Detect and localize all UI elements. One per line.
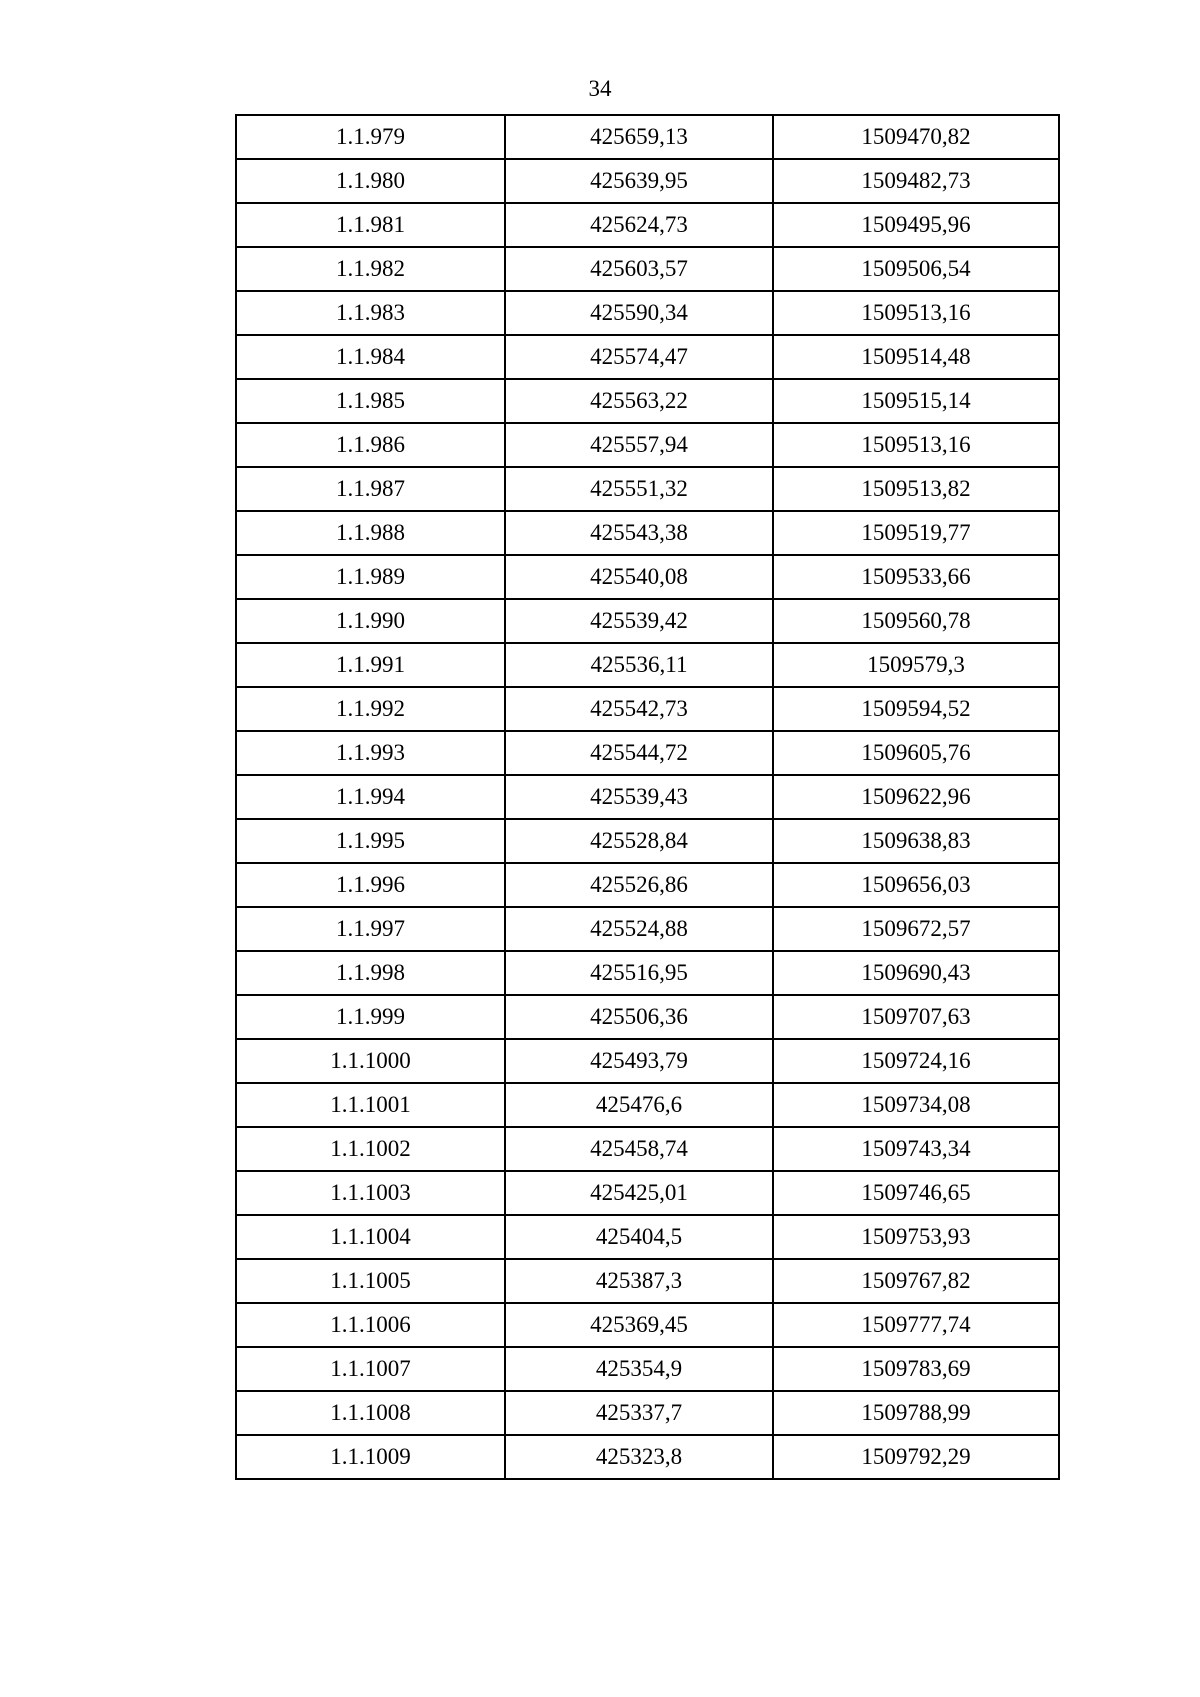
point-id-cell: 1.1.993 [236,731,505,775]
point-id-cell: 1.1.998 [236,951,505,995]
point-id-cell: 1.1.987 [236,467,505,511]
y-coordinate-cell: 1509605,76 [773,731,1059,775]
y-coordinate-cell: 1509743,34 [773,1127,1059,1171]
y-coordinate-cell: 1509470,82 [773,115,1059,159]
table-row [236,379,1059,423]
x-coordinate-cell: 425493,79 [505,1039,773,1083]
table-row [236,1039,1059,1083]
page-number: 34 [588,76,612,101]
table-row [236,511,1059,555]
x-coordinate-cell: 425540,08 [505,555,773,599]
y-coordinate-cell: 1509656,03 [773,863,1059,907]
point-id-cell: 1.1.1000 [236,1039,505,1083]
y-coordinate-cell: 1509672,57 [773,907,1059,951]
x-coordinate-cell: 425425,01 [505,1171,773,1215]
x-coordinate-cell: 425337,7 [505,1391,773,1435]
x-coordinate-cell: 425536,11 [505,643,773,687]
table-row [236,1083,1059,1127]
y-coordinate-cell: 1509482,73 [773,159,1059,203]
point-id-cell: 1.1.985 [236,379,505,423]
table-row [236,291,1059,335]
x-coordinate-cell: 425387,3 [505,1259,773,1303]
x-coordinate-cell: 425563,22 [505,379,773,423]
point-id-cell: 1.1.1002 [236,1127,505,1171]
x-coordinate-cell: 425476,6 [505,1083,773,1127]
x-coordinate-cell: 425639,95 [505,159,773,203]
point-id-cell: 1.1.1001 [236,1083,505,1127]
point-id-cell: 1.1.1006 [236,1303,505,1347]
x-coordinate-cell: 425542,73 [505,687,773,731]
y-coordinate-cell: 1509783,69 [773,1347,1059,1391]
table-row [236,335,1059,379]
table-row [236,247,1059,291]
x-coordinate-cell: 425624,73 [505,203,773,247]
x-coordinate-cell: 425659,13 [505,115,773,159]
x-coordinate-cell: 425539,42 [505,599,773,643]
table-row [236,951,1059,995]
x-coordinate-cell: 425603,57 [505,247,773,291]
table-row [236,1347,1059,1391]
point-id-cell: 1.1.989 [236,555,505,599]
y-coordinate-cell: 1509622,96 [773,775,1059,819]
y-coordinate-cell: 1509513,16 [773,291,1059,335]
point-id-cell: 1.1.983 [236,291,505,335]
point-id-cell: 1.1.988 [236,511,505,555]
table-row [236,423,1059,467]
point-id-cell: 1.1.982 [236,247,505,291]
y-coordinate-cell: 1509746,65 [773,1171,1059,1215]
table-row [236,555,1059,599]
x-coordinate-cell: 425557,94 [505,423,773,467]
x-coordinate-cell: 425590,34 [505,291,773,335]
point-id-cell: 1.1.999 [236,995,505,1039]
x-coordinate-cell: 425544,72 [505,731,773,775]
point-id-cell: 1.1.981 [236,203,505,247]
point-id-cell: 1.1.986 [236,423,505,467]
table-row [236,1303,1059,1347]
table-row [236,775,1059,819]
y-coordinate-cell: 1509753,93 [773,1215,1059,1259]
table-row [236,203,1059,247]
point-id-cell: 1.1.1005 [236,1259,505,1303]
table-row [236,1391,1059,1435]
table-row [236,995,1059,1039]
point-id-cell: 1.1.1009 [236,1435,505,1479]
point-id-cell: 1.1.1004 [236,1215,505,1259]
table-row [236,599,1059,643]
y-coordinate-cell: 1509495,96 [773,203,1059,247]
point-id-cell: 1.1.996 [236,863,505,907]
y-coordinate-cell: 1509515,14 [773,379,1059,423]
x-coordinate-cell: 425506,36 [505,995,773,1039]
x-coordinate-cell: 425516,95 [505,951,773,995]
point-id-cell: 1.1.980 [236,159,505,203]
x-coordinate-cell: 425539,43 [505,775,773,819]
y-coordinate-cell: 1509767,82 [773,1259,1059,1303]
y-coordinate-cell: 1509707,63 [773,995,1059,1039]
x-coordinate-cell: 425524,88 [505,907,773,951]
table-row [236,1171,1059,1215]
y-coordinate-cell: 1509579,3 [773,643,1059,687]
x-coordinate-cell: 425323,8 [505,1435,773,1479]
point-id-cell: 1.1.995 [236,819,505,863]
point-id-cell: 1.1.991 [236,643,505,687]
point-id-cell: 1.1.1008 [236,1391,505,1435]
table-row [236,1259,1059,1303]
table-row [236,907,1059,951]
table-row [236,731,1059,775]
y-coordinate-cell: 1509788,99 [773,1391,1059,1435]
table-row [236,819,1059,863]
table-row [236,863,1059,907]
table-row [236,467,1059,511]
y-coordinate-cell: 1509724,16 [773,1039,1059,1083]
y-coordinate-cell: 1509690,43 [773,951,1059,995]
y-coordinate-cell: 1509734,08 [773,1083,1059,1127]
table-row [236,115,1059,159]
table-row [236,159,1059,203]
y-coordinate-cell: 1509560,78 [773,599,1059,643]
y-coordinate-cell: 1509638,83 [773,819,1059,863]
point-id-cell: 1.1.994 [236,775,505,819]
x-coordinate-cell: 425528,84 [505,819,773,863]
point-id-cell: 1.1.997 [236,907,505,951]
y-coordinate-cell: 1509513,82 [773,467,1059,511]
table-row [236,1215,1059,1259]
coordinates-table-body [236,115,1059,1479]
y-coordinate-cell: 1509533,66 [773,555,1059,599]
y-coordinate-cell: 1509777,74 [773,1303,1059,1347]
point-id-cell: 1.1.1007 [236,1347,505,1391]
table-row [236,687,1059,731]
coordinates-table [235,114,1060,1480]
point-id-cell: 1.1.979 [236,115,505,159]
point-id-cell: 1.1.984 [236,335,505,379]
point-id-cell: 1.1.992 [236,687,505,731]
y-coordinate-cell: 1509513,16 [773,423,1059,467]
y-coordinate-cell: 1509519,77 [773,511,1059,555]
x-coordinate-cell: 425369,45 [505,1303,773,1347]
x-coordinate-cell: 425458,74 [505,1127,773,1171]
y-coordinate-cell: 1509514,48 [773,335,1059,379]
table-row [236,1127,1059,1171]
point-id-cell: 1.1.1003 [236,1171,505,1215]
table-row [236,1435,1059,1479]
x-coordinate-cell: 425551,32 [505,467,773,511]
y-coordinate-cell: 1509506,54 [773,247,1059,291]
point-id-cell: 1.1.990 [236,599,505,643]
x-coordinate-cell: 425574,47 [505,335,773,379]
y-coordinate-cell: 1509792,29 [773,1435,1059,1479]
y-coordinate-cell: 1509594,52 [773,687,1059,731]
x-coordinate-cell: 425543,38 [505,511,773,555]
table-row [236,643,1059,687]
x-coordinate-cell: 425526,86 [505,863,773,907]
x-coordinate-cell: 425354,9 [505,1347,773,1391]
x-coordinate-cell: 425404,5 [505,1215,773,1259]
